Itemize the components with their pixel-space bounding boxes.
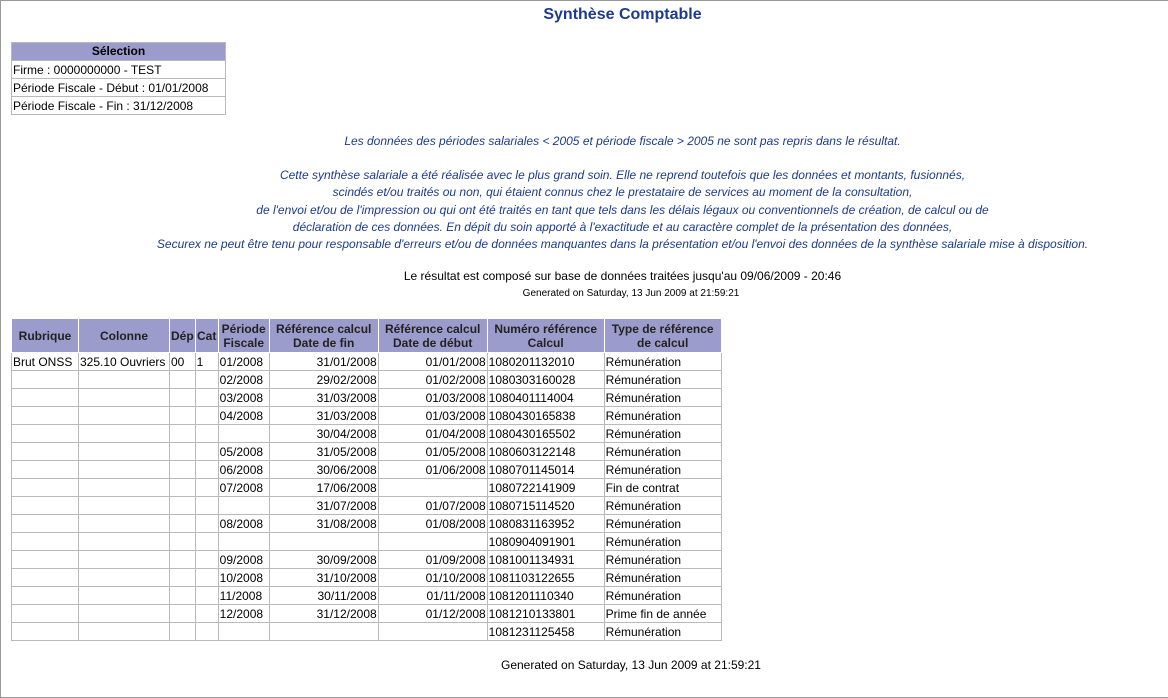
- cell-periode: 08/2008: [218, 515, 269, 533]
- cell-ref-fin: 31/03/2008: [269, 407, 378, 425]
- cell-numero: 1081201110340: [487, 587, 604, 605]
- table-row: [12, 443, 722, 461]
- cell-periode: 10/2008: [218, 569, 269, 587]
- cell-colonne: [79, 569, 170, 587]
- cell-dep: [170, 497, 196, 515]
- cell-cat: [195, 623, 218, 641]
- table-row: [12, 623, 722, 641]
- cell-rubrique: [12, 443, 79, 461]
- table-row: [12, 515, 722, 533]
- notice-paragraph: [1, 167, 1168, 253]
- cell-rubrique: [12, 425, 79, 443]
- cell-ref-debut: 01/01/2008: [378, 353, 487, 371]
- cell-numero: 1080715114520: [487, 497, 604, 515]
- cell-ref-debut: 01/10/2008: [378, 569, 487, 587]
- header-line: Fiscale: [223, 335, 265, 350]
- table-row: [12, 605, 722, 623]
- selection-box: [11, 42, 226, 115]
- cell-ref-fin: 29/02/2008: [269, 371, 378, 389]
- cell-ref-fin: 31/05/2008: [269, 443, 378, 461]
- cell-cat: [195, 461, 218, 479]
- cell-type: Fin de contrat: [604, 479, 721, 497]
- table-row: [12, 353, 722, 371]
- cell-cat: [195, 587, 218, 605]
- cell-ref-fin: 31/10/2008: [269, 569, 378, 587]
- cell-ref-fin: 30/04/2008: [269, 425, 378, 443]
- cell-cat: [195, 533, 218, 551]
- col-header-rubrique: Rubrique: [12, 319, 79, 353]
- cell-colonne: [79, 443, 170, 461]
- cell-dep: 00: [170, 353, 196, 371]
- notice-line: Securex ne peut être tenu pour responsable d'erreurs et/ou de données manquantes dans la présentation et/ou l'envoi des données de la synthèse salariale mise à disposition.: [156, 237, 1089, 252]
- cell-colonne: [79, 497, 170, 515]
- header-line: Date de début: [393, 335, 473, 350]
- accounting-table: [11, 318, 722, 641]
- cell-colonne: [79, 551, 170, 569]
- cell-type: Rémunération: [604, 443, 721, 461]
- cell-dep: [170, 587, 196, 605]
- cell-cat: [195, 605, 218, 623]
- notice-line: scindés et/ou traités ou non, qui étaient connus chez le prestataire de services au moment de la consultation,: [332, 185, 913, 200]
- table-row: [12, 371, 722, 389]
- cell-colonne: [79, 605, 170, 623]
- selection-firme: Firme : 0000000000 - TEST: [12, 61, 226, 79]
- cell-colonne: [79, 479, 170, 497]
- cell-periode: [218, 623, 269, 641]
- cell-ref-fin: 30/09/2008: [269, 551, 378, 569]
- cell-dep: [170, 605, 196, 623]
- cell-periode: 12/2008: [218, 605, 269, 623]
- cell-ref-debut: 01/08/2008: [378, 515, 487, 533]
- cell-periode: 06/2008: [218, 461, 269, 479]
- result-basis-text: Le résultat est composé sur base de données traitées jusqu'au 09/06/2009 - 20:46: [403, 269, 842, 283]
- table-row: [12, 425, 722, 443]
- cell-numero: 1080722141909: [487, 479, 604, 497]
- cell-cat: [195, 515, 218, 533]
- cell-cat: [195, 371, 218, 389]
- header-line: Numéro référence: [494, 321, 598, 336]
- table-body: [12, 353, 722, 641]
- col-header-colonne: Colonne: [79, 319, 170, 353]
- table-row: [12, 479, 722, 497]
- cell-ref-fin: 30/06/2008: [269, 461, 378, 479]
- cell-type: Rémunération: [604, 569, 721, 587]
- table-row: [12, 389, 722, 407]
- cell-ref-debut: 01/09/2008: [378, 551, 487, 569]
- cell-rubrique: [12, 479, 79, 497]
- cell-ref-debut: 01/04/2008: [378, 425, 487, 443]
- header-line: Référence calcul: [384, 321, 481, 336]
- cell-dep: [170, 623, 196, 641]
- cell-cat: [195, 443, 218, 461]
- cell-numero: 1080603122148: [487, 443, 604, 461]
- cell-ref-fin: 31/07/2008: [269, 497, 378, 515]
- cell-dep: [170, 389, 196, 407]
- cell-dep: [170, 443, 196, 461]
- table-row: [12, 461, 722, 479]
- col-header-type: [604, 319, 721, 353]
- cell-ref-debut: 01/03/2008: [378, 407, 487, 425]
- cell-type: Prime fin de année: [604, 605, 721, 623]
- footer-generated-timestamp: Generated on Saturday, 13 Jun 2009 at 21:59:21: [501, 658, 761, 672]
- cell-ref-debut: 01/02/2008: [378, 371, 487, 389]
- cell-colonne: 325.10 Ouvriers: [79, 353, 170, 371]
- cell-rubrique: [12, 407, 79, 425]
- cell-ref-fin: 31/03/2008: [269, 389, 378, 407]
- cell-colonne: [79, 515, 170, 533]
- cell-numero: 1080401114004: [487, 389, 604, 407]
- cell-colonne: [79, 389, 170, 407]
- cell-dep: [170, 533, 196, 551]
- table-row: [12, 569, 722, 587]
- selection-period-start: Période Fiscale - Début : 01/01/2008: [12, 79, 226, 97]
- header-line: Période: [221, 321, 266, 336]
- cell-cat: 1: [195, 353, 218, 371]
- header-line: Type de référence: [611, 321, 714, 336]
- cell-periode: 07/2008: [218, 479, 269, 497]
- cell-ref-fin: [269, 533, 378, 551]
- header-line: de calcul: [636, 335, 689, 350]
- cell-type: Rémunération: [604, 353, 721, 371]
- cell-cat: [195, 389, 218, 407]
- cell-colonne: [79, 533, 170, 551]
- cell-dep: [170, 371, 196, 389]
- cell-numero: 1080303160028: [487, 371, 604, 389]
- cell-colonne: [79, 425, 170, 443]
- cell-rubrique: Brut ONSS: [12, 353, 79, 371]
- cell-type: Rémunération: [604, 533, 721, 551]
- header-line: Calcul: [527, 335, 564, 350]
- cell-type: Rémunération: [604, 407, 721, 425]
- cell-dep: [170, 551, 196, 569]
- cell-numero: 1081103122655: [487, 569, 604, 587]
- notice-period-exclusion: Les données des périodes salariales < 2005 et période fiscale > 2005 ne sont pas repris dans le résultat.: [344, 134, 901, 148]
- table-row: [12, 497, 722, 515]
- cell-rubrique: [12, 569, 79, 587]
- cell-colonne: [79, 623, 170, 641]
- selection-period-end: Période Fiscale - Fin : 31/12/2008: [12, 97, 226, 115]
- cell-dep: [170, 479, 196, 497]
- cell-type: Rémunération: [604, 497, 721, 515]
- cell-ref-debut: 01/11/2008: [378, 587, 487, 605]
- cell-rubrique: [12, 533, 79, 551]
- col-header-dep: Dép: [170, 319, 196, 353]
- cell-periode: [218, 533, 269, 551]
- cell-ref-debut: [378, 533, 487, 551]
- cell-ref-debut: [378, 479, 487, 497]
- cell-type: Rémunération: [604, 371, 721, 389]
- cell-dep: [170, 569, 196, 587]
- cell-ref-fin: 31/08/2008: [269, 515, 378, 533]
- cell-type: Rémunération: [604, 389, 721, 407]
- cell-type: Rémunération: [604, 425, 721, 443]
- cell-cat: [195, 425, 218, 443]
- page-title: Synthèse Comptable: [543, 6, 702, 23]
- cell-periode: 04/2008: [218, 407, 269, 425]
- cell-type: Rémunération: [604, 515, 721, 533]
- col-header-numero: [487, 319, 604, 353]
- cell-colonne: [79, 587, 170, 605]
- col-header-ref-fin: [269, 319, 378, 353]
- cell-colonne: [79, 371, 170, 389]
- cell-ref-fin: 17/06/2008: [269, 479, 378, 497]
- cell-rubrique: [12, 623, 79, 641]
- header-line: Date de fin: [293, 335, 355, 350]
- cell-numero: 1080904091901: [487, 533, 604, 551]
- cell-rubrique: [12, 587, 79, 605]
- table-row: [12, 407, 722, 425]
- cell-ref-debut: 01/07/2008: [378, 497, 487, 515]
- cell-rubrique: [12, 605, 79, 623]
- cell-rubrique: [12, 371, 79, 389]
- cell-colonne: [79, 461, 170, 479]
- cell-numero: 1080701145014: [487, 461, 604, 479]
- table-row: [12, 533, 722, 551]
- cell-periode: 01/2008: [218, 353, 269, 371]
- cell-periode: [218, 425, 269, 443]
- cell-cat: [195, 407, 218, 425]
- table-row: [12, 551, 722, 569]
- selection-header: Sélection: [12, 43, 226, 61]
- cell-dep: [170, 515, 196, 533]
- cell-numero: 1080201132010: [487, 353, 604, 371]
- cell-type: Rémunération: [604, 587, 721, 605]
- notice-line: Cette synthèse salariale a été réalisée avec le plus grand soin. Elle ne reprend toutefois que les données et montants, fusionnés,: [279, 168, 966, 182]
- cell-numero: 1081001134931: [487, 551, 604, 569]
- cell-numero: 1081231125458: [487, 623, 604, 641]
- cell-ref-debut: 01/12/2008: [378, 605, 487, 623]
- cell-cat: [195, 497, 218, 515]
- cell-rubrique: [12, 461, 79, 479]
- cell-rubrique: [12, 551, 79, 569]
- cell-periode: [218, 497, 269, 515]
- cell-periode: 05/2008: [218, 443, 269, 461]
- col-header-periode: [218, 319, 269, 353]
- cell-dep: [170, 425, 196, 443]
- cell-ref-fin: 30/11/2008: [269, 587, 378, 605]
- header-line: Référence calcul: [275, 321, 372, 336]
- cell-rubrique: [12, 515, 79, 533]
- cell-type: Rémunération: [604, 551, 721, 569]
- cell-numero: 1081210133801: [487, 605, 604, 623]
- generated-timestamp: Generated on Saturday, 13 Jun 2009 at 21:59:21: [522, 288, 740, 299]
- cell-cat: [195, 569, 218, 587]
- cell-ref-debut: 01/06/2008: [378, 461, 487, 479]
- cell-ref-debut: 01/05/2008: [378, 443, 487, 461]
- table-row: [12, 587, 722, 605]
- cell-numero: 1080430165502: [487, 425, 604, 443]
- notice-line: déclaration de ces données. En dépit du soin apporté à l'exactitude et au caractère complet de la présentation des données,: [292, 219, 953, 234]
- cell-colonne: [79, 407, 170, 425]
- col-header-ref-debut: [378, 319, 487, 353]
- cell-periode: 11/2008: [218, 587, 269, 605]
- cell-ref-fin: [269, 623, 378, 641]
- cell-numero: 1080430165838: [487, 407, 604, 425]
- cell-numero: 1080831163952: [487, 515, 604, 533]
- cell-rubrique: [12, 497, 79, 515]
- cell-periode: 02/2008: [218, 371, 269, 389]
- cell-dep: [170, 407, 196, 425]
- col-header-cat: Cat: [195, 319, 218, 353]
- cell-ref-fin: 31/12/2008: [269, 605, 378, 623]
- cell-periode: 09/2008: [218, 551, 269, 569]
- cell-ref-debut: [378, 623, 487, 641]
- cell-periode: 03/2008: [218, 389, 269, 407]
- cell-cat: [195, 551, 218, 569]
- cell-dep: [170, 461, 196, 479]
- cell-type: Rémunération: [604, 623, 721, 641]
- cell-type: Rémunération: [604, 461, 721, 479]
- cell-ref-fin: 31/01/2008: [269, 353, 378, 371]
- cell-rubrique: [12, 389, 79, 407]
- notice-line: de l'envoi et/ou de l'impression ou qui ont été traités en tant que tels dans les délais légaux ou conventionnels de création, de calcul ou de: [256, 202, 989, 217]
- cell-cat: [195, 479, 218, 497]
- cell-ref-debut: 01/03/2008: [378, 389, 487, 407]
